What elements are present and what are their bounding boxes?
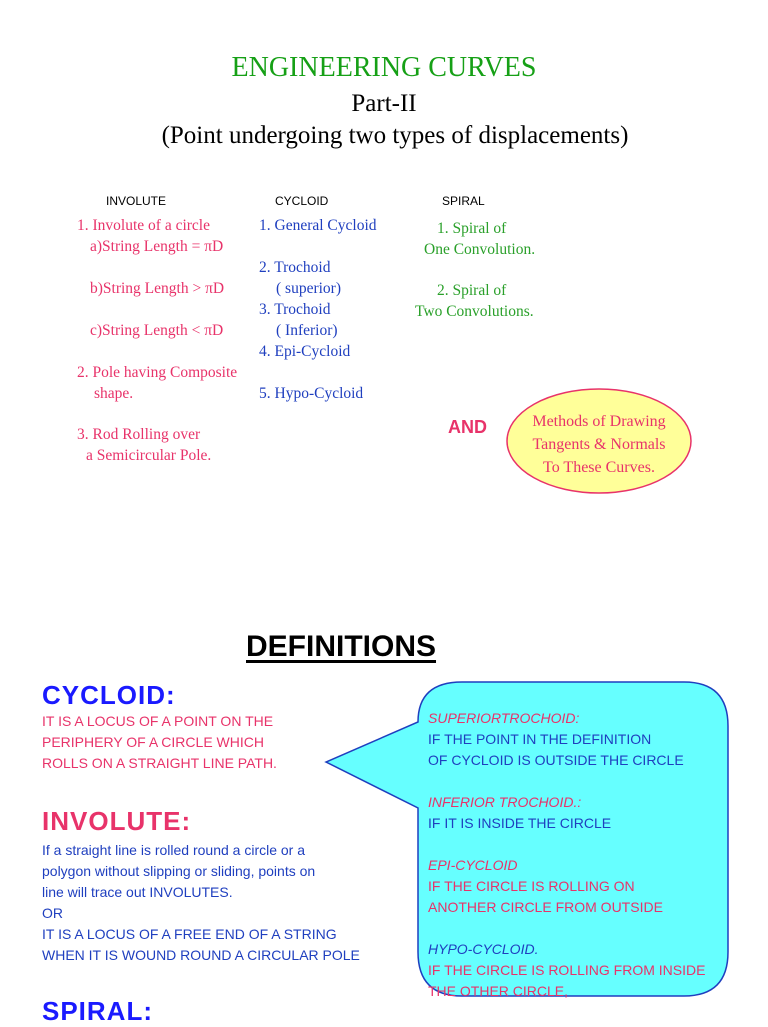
list-item: 3. Rod Rolling over: [77, 426, 201, 443]
definition-line: polygon without slipping or sliding, points on: [42, 863, 316, 879]
list-item: b)String Length > πD: [90, 280, 225, 297]
list-item: One Convolution.: [424, 241, 536, 258]
list-item: 2. Pole having Composite: [77, 364, 238, 381]
superior-trochoid-label: SUPERIORTROCHOID:: [428, 710, 580, 726]
trochoid-callout: [322, 676, 742, 1006]
definition-line: IT IS A LOCUS OF A POINT ON THE: [42, 713, 274, 729]
methods-bubble: [504, 386, 694, 496]
page-title: ENGINEERING CURVES: [231, 52, 537, 83]
callout-line: IF IT IS INSIDE THE CIRCLE: [428, 815, 612, 831]
definition-line: IT IS A LOCUS OF A FREE END OF A STRING: [42, 926, 337, 942]
definition-line: OR: [42, 905, 63, 921]
callout-line: IF THE CIRCLE IS ROLLING ON: [428, 878, 635, 894]
callout-line: ANOTHER CIRCLE FROM OUTSIDE: [428, 899, 663, 915]
cycloid-definition-text: [42, 711, 277, 774]
page-subtitle: (Point undergoing two types of displacements): [161, 122, 629, 149]
definition-line: line will trace out INVOLUTES.: [42, 884, 233, 900]
definition-line: If a straight line is rolled round a circle or a: [42, 842, 306, 858]
definition-line: ROLLS ON A STRAIGHT LINE PATH.: [42, 755, 277, 771]
involute-definition-text: [42, 840, 360, 966]
definition-line: PERIPHERY OF A CIRCLE WHICH: [42, 734, 264, 750]
methods-line: Tangents & Normals: [532, 436, 666, 453]
list-item: 4. Epi-Cycloid: [259, 343, 351, 360]
list-item: 2. Spiral of: [437, 282, 507, 299]
epi-cycloid-label: EPI-CYCLOID: [428, 857, 518, 873]
spiral-definition-title: SPIRAL:: [42, 996, 153, 1026]
hypo-cycloid-label: HYPO-CYCLOID.: [428, 941, 539, 957]
cycloid-column-heading: CYCLOID: [275, 194, 329, 208]
involute-column-heading: INVOLUTE: [106, 194, 167, 208]
inferior-trochoid-label: INFERIOR TROCHOID.:: [428, 794, 582, 810]
cycloid-definition-title: CYCLOID:: [42, 680, 176, 710]
list-item: shape.: [94, 385, 134, 402]
list-item: 1. General Cycloid: [259, 217, 377, 234]
spiral-column-heading: SPIRAL: [442, 194, 485, 208]
list-item: 3. Trochoid: [259, 301, 331, 318]
methods-line: To These Curves.: [543, 459, 655, 476]
callout-line: IF THE CIRCLE IS ROLLING FROM INSIDE: [428, 962, 706, 978]
list-item: 1. Involute of a circle: [77, 217, 210, 234]
methods-line: Methods of Drawing: [532, 413, 666, 430]
list-item: 1. Spiral of: [437, 220, 507, 237]
definition-line: WHEN IT IS WOUND ROUND A CIRCULAR POLE: [42, 947, 360, 963]
list-item: a Semicircular Pole.: [86, 447, 212, 464]
callout-line: THE OTHER CIRCLE,: [428, 983, 569, 999]
and-label: AND: [448, 417, 487, 437]
list-item: a)String Length = πD: [90, 238, 224, 255]
list-item: Two Convolutions.: [415, 303, 534, 320]
involute-definition-title: INVOLUTE:: [42, 806, 192, 836]
callout-line: IF THE POINT IN THE DEFINITION: [428, 731, 652, 747]
list-item: c)String Length < πD: [90, 322, 224, 339]
list-item: ( superior): [276, 280, 341, 297]
definitions-heading: DEFINITIONS: [246, 630, 437, 663]
list-item: ( Inferior): [276, 322, 338, 339]
callout-line: OF CYCLOID IS OUTSIDE THE CIRCLE: [428, 752, 684, 768]
list-item: 5. Hypo-Cycloid: [259, 385, 364, 402]
list-item: 2. Trochoid: [259, 259, 331, 276]
part-label: Part-II: [351, 90, 417, 117]
